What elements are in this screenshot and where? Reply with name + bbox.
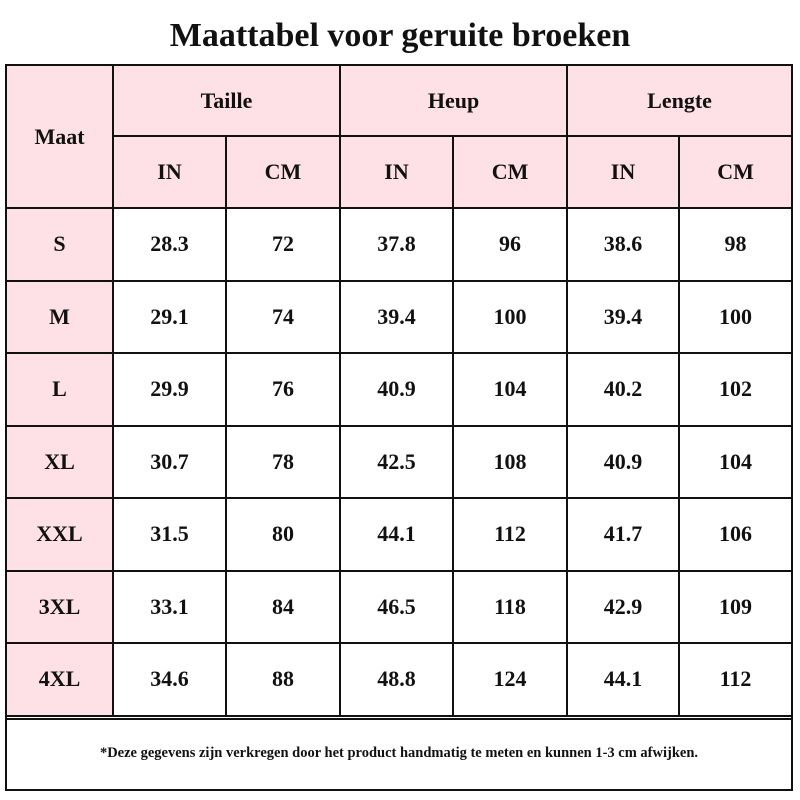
size-label: L [7,353,113,426]
table-row [7,426,791,499]
unit-header: IN [567,136,679,208]
measurement-cell: 29.9 [113,353,226,426]
measurement-cell: 104 [679,426,791,499]
page-title: Maattabel voor geruite broeken [169,17,631,54]
measurement-cell: 72 [226,208,340,281]
size-label: S [7,208,113,281]
unit-header: CM [226,136,340,208]
measurement-cell: 38.6 [567,208,679,281]
unit-header: CM [679,136,791,208]
measurement-cell: 30.7 [113,426,226,499]
measurement-cell: 109 [679,571,791,644]
measurement-cell: 118 [453,571,567,644]
measurement-cell: 124 [453,643,567,716]
measurement-cell: 28.3 [113,208,226,281]
measurement-cell: 40.9 [567,426,679,499]
group-header-waist: Taille [113,66,340,136]
measurement-cell: 106 [679,498,791,571]
measurement-cell: 39.4 [567,281,679,354]
size-table [7,66,791,717]
size-label: XL [7,426,113,499]
unit-header: IN [113,136,226,208]
footnote: *Deze gegevens zijn verkregen door het product handmatig te meten en kunnen 1-3 cm afwijken. [7,718,791,789]
measurement-cell: 74 [226,281,340,354]
measurement-cell: 34.6 [113,643,226,716]
measurement-cell: 108 [453,426,567,499]
measurement-cell: 96 [453,208,567,281]
table-row [7,353,791,426]
header-row-units [7,136,791,208]
measurement-cell: 46.5 [340,571,453,644]
size-rows [7,208,791,716]
measurement-cell: 104 [453,353,567,426]
measurement-cell: 102 [679,353,791,426]
measurement-cell: 29.1 [113,281,226,354]
measurement-cell: 31.5 [113,498,226,571]
size-column-header: Maat [7,66,113,208]
measurement-cell: 42.5 [340,426,453,499]
table-row [7,281,791,354]
measurement-cell: 112 [453,498,567,571]
header-row-groups [7,66,791,136]
measurement-cell: 48.8 [340,643,453,716]
size-label: M [7,281,113,354]
measurement-cell: 84 [226,571,340,644]
measurement-cell: 41.7 [567,498,679,571]
measurement-cell: 98 [679,208,791,281]
size-chart [5,64,793,791]
unit-header: IN [340,136,453,208]
size-label: XXL [7,498,113,571]
measurement-cell: 100 [453,281,567,354]
group-header-length: Lengte [567,66,791,136]
measurement-cell: 76 [226,353,340,426]
unit-header: CM [453,136,567,208]
measurement-cell: 78 [226,426,340,499]
size-label: 3XL [7,571,113,644]
table-row [7,643,791,716]
measurement-cell: 37.8 [340,208,453,281]
table-row [7,498,791,571]
measurement-cell: 44.1 [340,498,453,571]
measurement-cell: 100 [679,281,791,354]
measurement-cell: 112 [679,643,791,716]
measurement-cell: 33.1 [113,571,226,644]
measurement-cell: 42.9 [567,571,679,644]
measurement-cell: 88 [226,643,340,716]
measurement-cell: 39.4 [340,281,453,354]
size-label: 4XL [7,643,113,716]
measurement-cell: 80 [226,498,340,571]
measurement-cell: 44.1 [567,643,679,716]
table-row [7,571,791,644]
measurement-cell: 40.9 [340,353,453,426]
table-row [7,208,791,281]
measurement-cell: 40.2 [567,353,679,426]
group-header-hip: Heup [340,66,567,136]
